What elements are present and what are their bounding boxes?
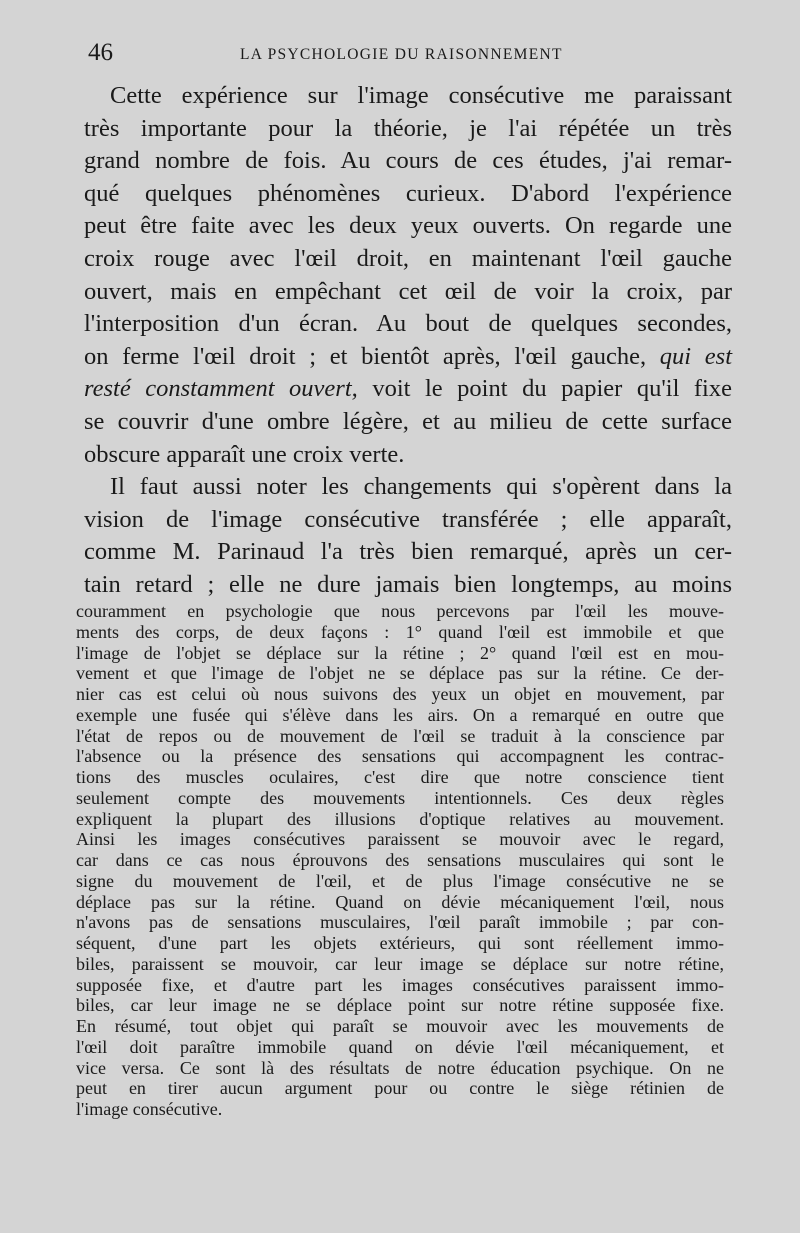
footnote-line: n'avons pas de sensations musculaires, l'œil paraît immobile ; par con-: [76, 912, 724, 933]
text-line: Cette expérience sur l'image consécutive me paraissant: [110, 82, 732, 109]
footnote-line: l'absence ou la présence des sensations qui accompagnent les contrac-: [76, 746, 724, 767]
text-line: peut être faite avec les deux yeux ouverts. On regarde une: [84, 212, 732, 240]
footnote-line: déplace pas sur la rétine. Quand on dévie mécaniquement l'œil, nous: [76, 891, 724, 912]
page-number: 46: [88, 39, 113, 66]
text-line: vision de l'image consécutive transférée ; elle apparaît,: [84, 505, 732, 533]
footnote-line: nier cas est celui où nous suivons des yeux un objet en mouvement, par: [76, 684, 724, 704]
footnote-line: l'image consécutive.: [76, 1099, 223, 1119]
text-line: l'interposition d'un écran. Au bout de quelques secondes,: [84, 310, 732, 338]
footnote-line: expliquent la plupart des illusions d'optique relatives au mouvement.: [76, 808, 724, 829]
footnote-line: ments des corps, de deux façons : 1° quand l'œil est immobile et que: [76, 621, 724, 642]
text-segment: on ferme l'œil droit ; et bientôt après, l'œil gauche,: [84, 342, 647, 370]
text-line: [84, 341, 732, 374]
text-line: obscure apparaît une croix verte.: [84, 440, 405, 468]
footnote-line: car dans ce cas nous éprouvons des sensations musculaires qui sont le: [76, 850, 724, 870]
footnote: [76, 601, 724, 1120]
text-line: ouvert, mais en empêchant cet œil de voir la croix, par: [84, 277, 732, 305]
main-text: [84, 80, 732, 602]
text-line: qué quelques phénomènes curieux. D'abord l'expérience: [84, 179, 732, 207]
footnote-line: peut en tirer aucun argument pour ou contre le siège rétinien de: [76, 1078, 724, 1099]
footnote-line: vement et que l'image de l'objet ne se déplace pas sur la rétine. Ce der-: [76, 663, 724, 684]
text-line: se couvrir d'une ombre légère, et au milieu de cette surface: [84, 407, 732, 435]
italic-segment: qui est: [659, 342, 732, 370]
footnote-line: signe du mouvement de l'œil, et de plus l'image consécutive ne se: [76, 870, 724, 891]
text-line: tain retard ; elle ne dure jamais bien longtemps, au moins: [84, 570, 732, 598]
text-line: [84, 373, 732, 406]
footnote-line: En résumé, tout objet qui paraît se mouvoir avec les mouvements de: [76, 1016, 724, 1036]
footnote-line: l'image de l'objet se déplace sur la rétine ; 2° quand l'œil est en mou-: [76, 642, 724, 663]
text-segment: voit le point du papier qu'il fixe: [372, 375, 732, 403]
footnote-line: l'état de repos ou de mouvement de l'œil se traduit à la conscience par: [76, 725, 724, 746]
running-title: LA PSYCHOLOGIE DU RAISONNEMENT: [240, 46, 563, 63]
page-header: [88, 38, 732, 68]
footnote-line: Ainsi les images consécutives paraissent se mouvoir avec le regard,: [76, 829, 724, 850]
text-line: comme M. Parinaud l'a très bien remarqué, après un cer-: [84, 538, 732, 566]
footnote-line: l'œil doit paraître immobile quand on dévie l'œil mécaniquement, et: [76, 1036, 724, 1057]
footnote-line: seulement compte des mouvements intentionnels. Ces deux règles: [76, 787, 724, 808]
footnote-line: biles, paraissent se mouvoir, car leur image se déplace sur notre rétine,: [76, 953, 724, 974]
text-line: croix rouge avec l'œil droit, en maintenant l'œil gauche: [84, 244, 732, 272]
footnote-line: exemple une fusée qui s'élève dans les airs. On a remarqué en outre que: [76, 704, 724, 725]
footnote-line: séquent, d'une part les objets extérieurs, qui sont réellement immo-: [76, 933, 724, 953]
text-line: grand nombre de fois. Au cours de ces études, j'ai remar-: [84, 147, 732, 175]
footnote-line: vice versa. Ce sont là des résultats de notre éducation psychique. On ne: [76, 1057, 724, 1078]
text-line: très importante pour la théorie, je l'ai répétée un très: [84, 114, 732, 142]
footnote-line: tions des muscles oculaires, c'est dire que notre conscience tient: [76, 767, 724, 787]
footnote-line: couramment en psychologie que nous percevons par l'œil les mouve-: [76, 601, 724, 621]
italic-segment: resté constamment ouvert,: [84, 375, 358, 403]
footnote-line: supposée fixe, et d'autre part les images consécutives paraissent immo-: [76, 974, 724, 995]
footnote-line: biles, car leur image ne se déplace point sur notre rétine supposée fixe.: [76, 995, 724, 1016]
text-line: Il faut aussi noter les changements qui s'opèrent dans la: [110, 473, 732, 501]
